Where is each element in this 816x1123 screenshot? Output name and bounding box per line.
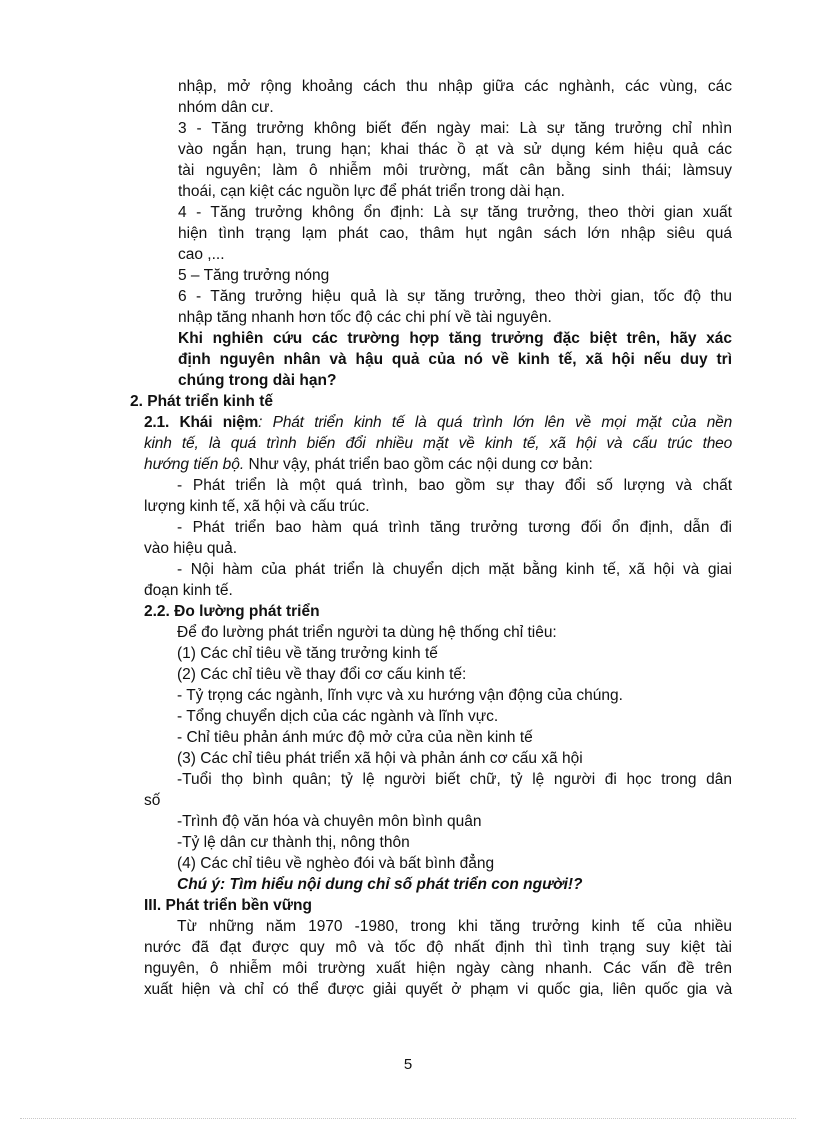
text-line: tài nguyên; làm ô nhiễm môi trường, mất cân bằng sinh thái; làmsuy [178,162,732,179]
document-body [0,76,816,1000]
text-line: Từ những năm 1970 -1980, trong khi tăng trưởng kinh tế của nhiều [177,918,732,935]
text-line: - Chỉ tiêu phản ánh mức độ mở cửa của nền kinh tế [177,729,533,746]
text-line: - Tỷ trọng các ngành, lĩnh vực và xu hướng vận động của chúng. [177,687,623,704]
definition-text: : Phát triển kinh tế là quá trình lớn lên về mọi mặt của nền [258,414,732,431]
text-line: xuất hiện và chỉ có thể được giải quyết ở phạm vi quốc gia, liên quốc gia và [144,981,732,998]
text-line: cao ,... [178,246,225,263]
text-line: -Trình độ văn hóa và chuyên môn bình quân [177,813,482,830]
definition-text: hướng tiến bộ. [144,456,245,473]
subsection-heading: 2.2. Đo lường phát triển [144,603,320,620]
section-heading: 2. Phát triển kinh tế [130,393,273,410]
text-line: 3 - Tăng trưởng không biết đến ngày mai: Là sự tăng trưởng chỉ nhìn [178,120,732,137]
text-line: vào hiệu quả. [144,540,238,557]
text-line: vào ngắn hạn, trung hạn; khai thác ồ ạt và sử dụng kém hiệu quả các [178,141,732,158]
text-line: nhóm dân cư. [178,99,274,116]
text-line: - Phát triển bao hàm quá trình tăng trưởng tương đối ổn định, dẫn đi [177,519,732,536]
text-line: (4) Các chỉ tiêu về nghèo đói và bất bình đẳng [177,855,495,872]
text-line: thoái, cạn kiệt các nguồn lực để phát triển trong dài hạn. [178,183,565,200]
text-line: 5 – Tăng trưởng nóng [178,267,330,284]
body-text: Như vậy, phát triển bao gồm các nội dung cơ bản: [244,456,593,473]
text-line: (2) Các chỉ tiêu về thay đổi cơ cấu kinh tế: [177,666,467,683]
text-line: nguyên, ô nhiễm môi trường xuất hiện ngày càng nhanh. Các vấn đề trên [144,960,732,977]
text-line: nhập tăng nhanh hơn tốc độ các chi phí về tài nguyên. [178,309,552,326]
question-line: chúng trong dài hạn? [178,372,337,389]
text-line: -Tỷ lệ dân cư thành thị, nông thôn [177,834,410,851]
text-line: số [144,792,161,809]
subsection-title: . Khái niệm [164,414,259,431]
text-line: đoạn kinh tế. [144,582,233,599]
text-line: - Tổng chuyển dịch của các ngành và lĩnh vực. [177,708,499,725]
text-line: 4 - Tăng trưởng không ổn định: Là sự tăng trưởng, theo thời gian xuất [178,204,732,221]
text-line: (3) Các chỉ tiêu phát triển xã hội và phản ánh cơ cấu xã hội [177,750,583,767]
definition-line [144,412,732,433]
footer-divider [20,1118,796,1119]
text-line: nước đã đạt được quy mô và tốc độ nhất định thì tình trạng suy kiệt tài [144,939,732,956]
text-line: hiện tình trạng lạm phát cao, thâm hụt ngân sách lớn nhập siêu quá [178,225,732,242]
question-line: Khi nghiên cứu các trường hợp tăng trưởng đặc biệt trên, hãy xác [178,330,732,347]
definition-line: kinh tế, là quá trình biến đổi nhiều mặt về kinh tế, xã hội và cấu trúc theo [144,435,732,452]
section-heading: III. Phát triển bền vững [144,897,312,914]
page-number: 5 [403,1056,413,1073]
text-line: lượng kinh tế, xã hội và cấu trúc. [144,498,370,515]
question-line: định nguyên nhân và hậu quả của nó về kinh tế, xã hội nếu duy trì [178,351,732,368]
note-line: Chú ý: Tìm hiểu nội dung chỉ số phát triển con người!? [177,876,583,893]
text-line: 6 - Tăng trưởng hiệu quả là sự tăng trưởng, theo thời gian, tốc độ thu [178,288,732,305]
text-line: - Nội hàm của phát triển là chuyển dịch mặt bằng kinh tế, xã hội và giai [177,561,732,578]
text-line: Để đo lường phát triển người ta dùng hệ thống chỉ tiêu: [177,624,557,641]
subsection-number: 2.1 [144,414,165,431]
definition-line [144,454,732,475]
text-line: -Tuổi thọ bình quân; tỷ lệ người biết chữ, tỷ lệ người đi học trong dân [177,771,732,788]
text-line: nhập, mở rộng khoảng cách thu nhập giữa các nghành, các vùng, các [178,78,732,95]
text-line: - Phát triển là một quá trình, bao gồm sự thay đổi số lượng và chất [177,477,732,494]
text-line: (1) Các chỉ tiêu về tăng trưởng kinh tế [177,645,438,662]
